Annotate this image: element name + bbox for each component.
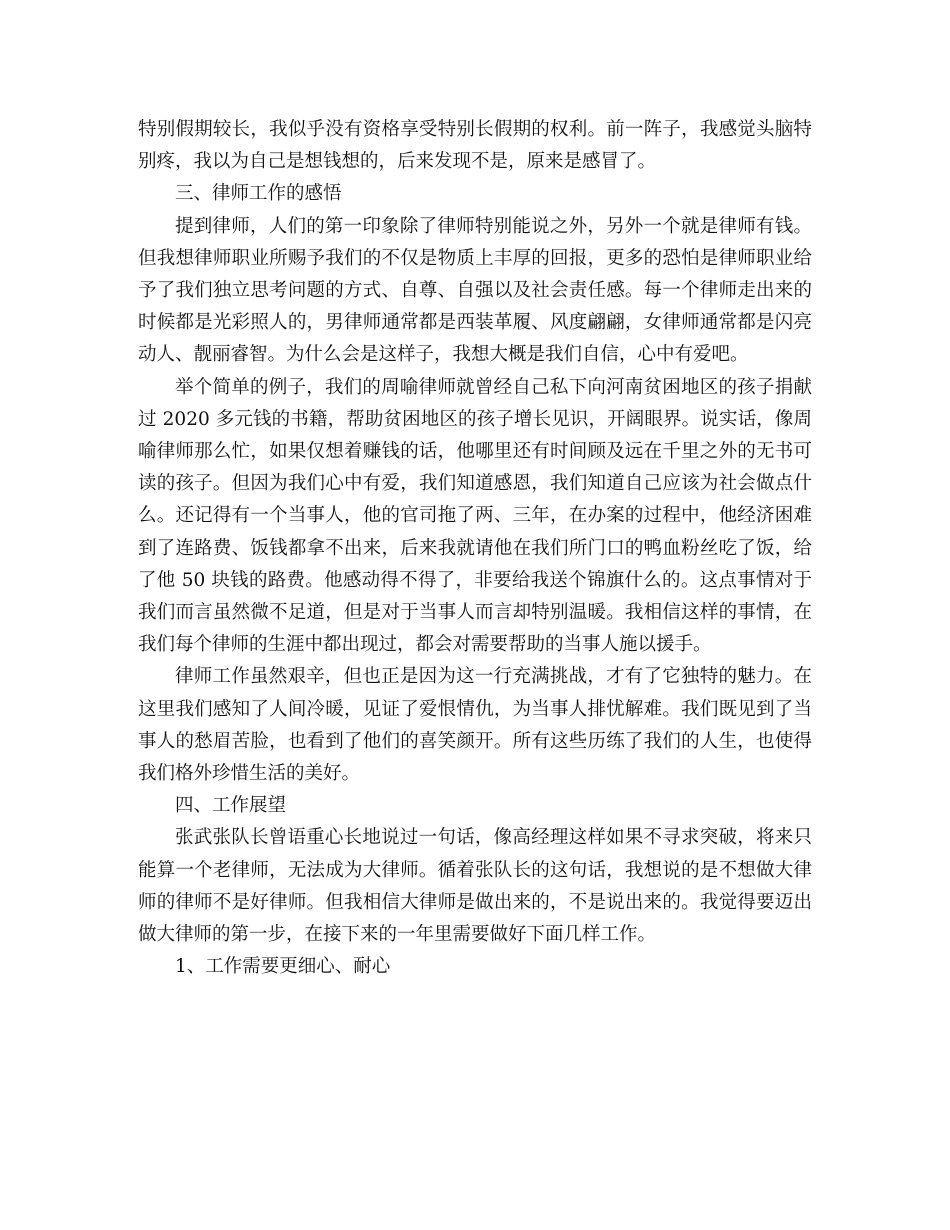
subheading-1: 1、工作需要更细心、耐心 (175, 956, 391, 978)
paragraph-lawyer-impression: 提到律师，人们的第一印象除了律师特别能说之外，另外一个就是律师有钱。但我想律师职业所赐予我们的不仅是物质上丰厚的回报，更多的恐怕是律师职业给予了我们独立思考问题的方式、自尊、自强以及社会责任感。每一个律师走出来的时候都是光彩照人的，男律师通常都是西装革履、风度翩翩，女律师通常都是闪亮动人、靓丽睿智。为什么会是这样子，我想大概是我们自信，心中有爱吧。 (138, 215, 812, 366)
section-heading-4: 四、工作展望 (175, 795, 287, 817)
paragraph-challenge: 律师工作虽然艰辛，但也正是因为这一行充满挑战，才有了它独特的魅力。在这里我们感知了人间冷暖，见证了爱恨情仇，为当事人排忧解难。我们既见到了当事人的愁眉苦脸，也看到了他们的喜笑颜开。所有这些历练了我们的人生，也使得我们格外珍惜生活的美好。 (138, 666, 812, 785)
paragraph-continued: 特别假期较长，我似乎没有资格享受特别长假期的权利。前一阵子，我感觉头脑特别疼，我以为自己是想钱想的，后来发现不是，原来是感冒了。 (138, 119, 812, 173)
paragraph-example: 举个简单的例子，我们的周喻律师就曾经自己私下向河南贫困地区的孩子捐献过 2020 多元钱的书籍，帮助贫困地区的孩子增长见识，开阔眼界。说实话，像周喻律师那么忙，如果仅想着赚钱的话，他哪里还有时间顾及远在千里之外的无书可读的孩子。但因为我们心中有爱，我们知道感恩，我们知道自己应该为社会做点什么。还记得有一个当事人，他的官司拖了两、三年，在办案的过程中，他经济困难到了连路费、饭钱都拿不出来，后来我就请他在我们所门口的鸭血粉丝吃了饭，给了他 50 块钱的路费。他感动得不得了，非要给我送个锦旗什么的。这点事情对于我们而言虽然微不足道，但是对于当事人而言却特别温暖。我相信这样的事情，在我们每个律师的生涯中都出现过，都会对需要帮助的当事人施以援手。 (138, 376, 812, 656)
section-heading-3: 三、律师工作的感悟 (175, 183, 342, 205)
document-body (138, 114, 812, 983)
paragraph-outlook: 张武张队长曾语重心长地说过一句话，像高经理这样如果不寻求突破，将来只能算一个老律师，无法成为大律师。循着张队长的这句话，我想说的是不想做大律师的律师不是好律师。但我相信大律师是做出来的，不是说出来的。我觉得要迈出做大律师的第一步，在接下来的一年里需要做好下面几样工作。 (138, 827, 812, 946)
